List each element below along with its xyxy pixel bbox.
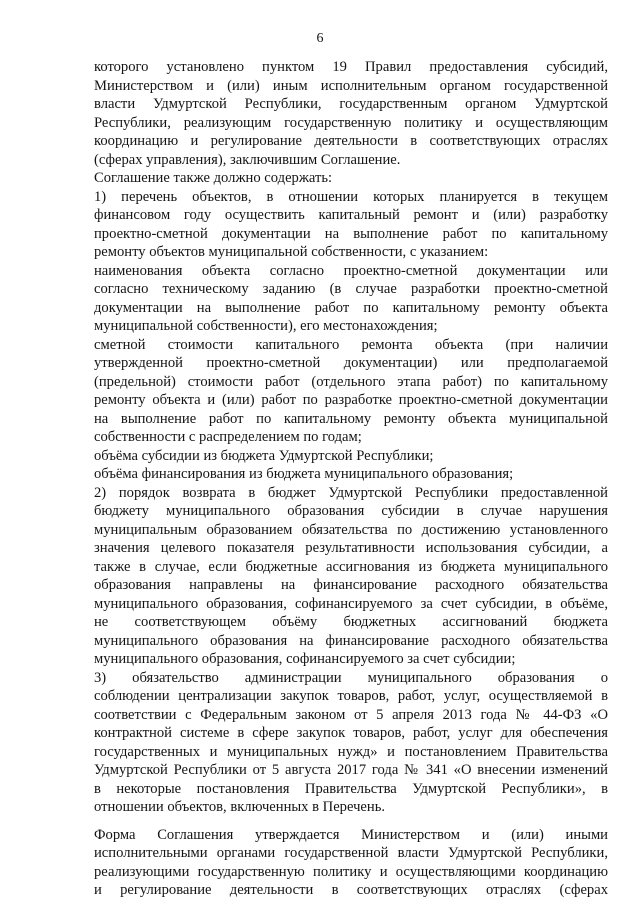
body-text	[94, 58, 608, 900]
paragraph: объёма финансирования из бюджета муниципального образования;	[94, 466, 514, 482]
paragraph: муниципальной собственности), его местонахождения;	[94, 318, 438, 334]
paragraph: объёма субсидии из бюджета Удмуртской Республики;	[94, 447, 434, 464]
paragraph: (сферах управления), заключившим Соглашение.	[94, 151, 401, 168]
paragraph: 1) перечень объектов, в отношении которых планируется в текущем финансовом году осуществить капитальный ремонт и (или) разработку проектно-сметной документации на выполнение работ по капитальному	[94, 188, 608, 242]
paragraph: сметной стоимости капитального ремонта объекта (при наличии утвержденной проектно-сметной документации) или предполагаемой (предельной) стоимости работ (отдельного этапа работ) по капитальному ремонту объекта и (или) работ по разработке проектно-сметной документации на выполнение работ по капитальному ремонту объекта муниципальной	[94, 336, 608, 427]
paragraph: 2) порядок возврата в бюджет Удмуртской Республики предоставленной бюджету муниципального образования субсидии в случае нарушения муниципальным образованием обязательства по достижению установленного значения целевого показателя результативности использования субсидии, а также в случае, если бюджетные ассигнования из бюджета муниципального образования направлены на финансирование расходного обязательства муниципального образования, софинансируемого за счет субсидии, в объёме, не соответствующем объёму бюджетных ассигнований бюджета муниципального образования на финансирование расходного обязательства	[94, 484, 608, 649]
paragraph: отношении объектов, включенных в Перечень.	[94, 799, 386, 815]
page-number: 6	[316, 31, 324, 46]
paragraph: Форма Соглашения утверждается Министерством и (или) иными исполнительными органами государственной власти Удмуртской Республики, реализующими государственную политику и осуществляющими координацию и регулирование деятельности в соответствующих отраслях (сферах	[94, 826, 608, 898]
paragraph: 3) обязательство администрации муниципального образования о соблюдении централизации закупок товаров, работ, услуг, осуществляемой в соответствии с Федеральным законом от 5 апреля 2013 года № 44-ФЗ «О контрактной системе в сфере закупок товаров, работ, услуг для обеспечения государственных и муниципальных нужд» и постановлением Правительства Удмуртской Республики от 5 августа 2017 года № 341 «О внесении изменений в некоторые постановления Правительства Удмуртской Республики», в	[94, 669, 608, 797]
paragraph: ремонту объектов муниципальной собственности, с указанием:	[94, 244, 489, 260]
paragraph: наименования объекта согласно проектно-сметной документации или согласно техническому заданию (в случае разработки проектно-сметной документации на выполнение работ по капитальному ремонту объекта	[94, 262, 608, 316]
paragraph: Соглашение также должно содержать:	[94, 170, 333, 186]
paragraph: муниципального образования, софинансируемого за счет субсидии;	[94, 651, 516, 667]
paragraph: которого установлено пунктом 19 Правил предоставления субсидий, Министерством и (или) иным исполнительным органом государственной власти Удмуртской Республики, государственным органом Удмуртской Республики, реализующим государственную политику и осуществляющим координацию и регулирование деятельности в соответствующих отраслях	[94, 59, 608, 149]
paragraph: собственности с распределением по годам;	[94, 429, 362, 445]
